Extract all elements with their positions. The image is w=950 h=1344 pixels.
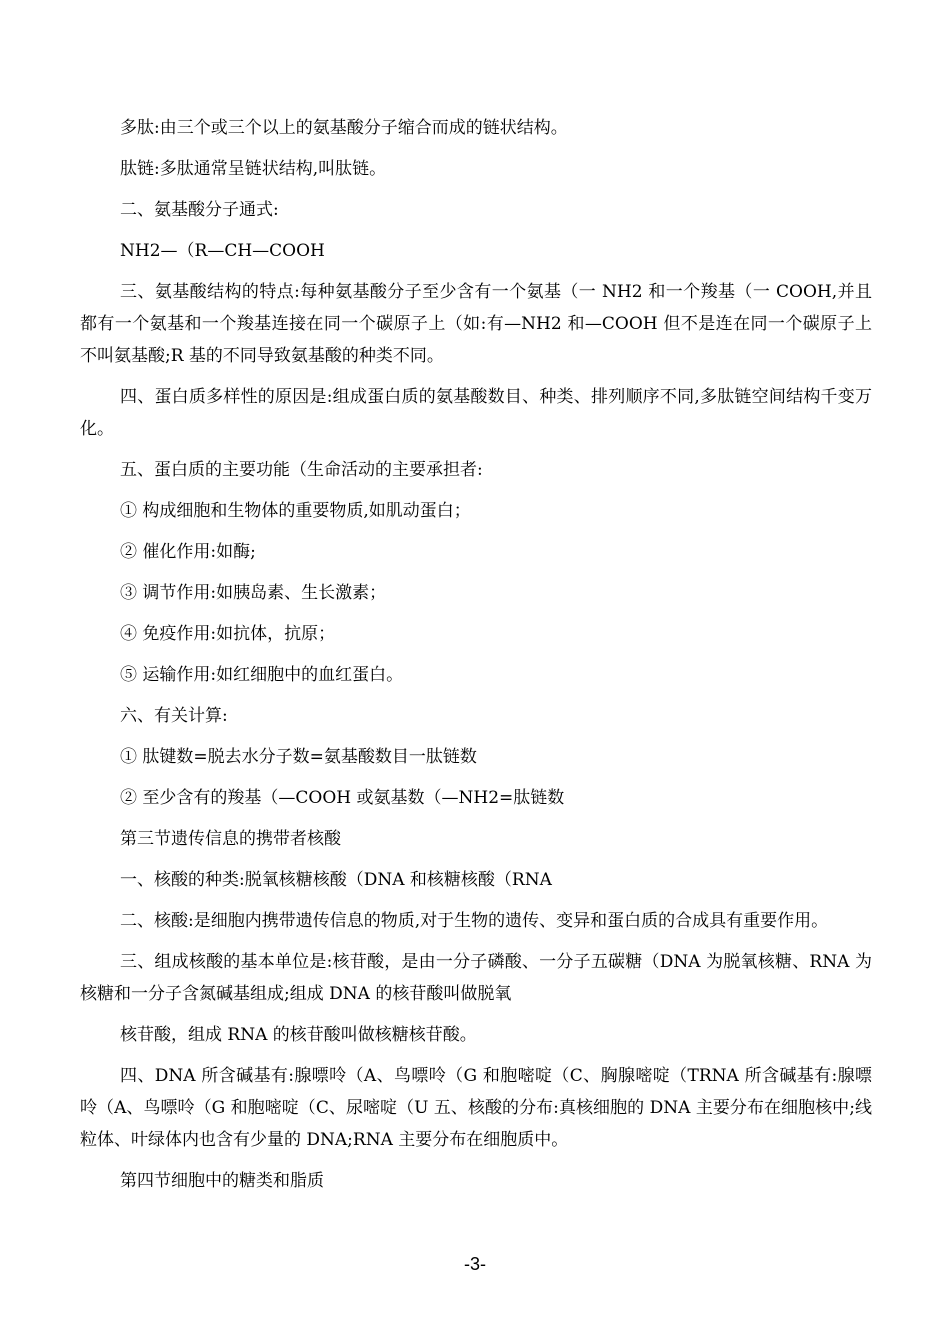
paragraph-nucleotide-unit: 三、组成核酸的基本单位是:核苷酸，是由一分子磷酸、一分子五碳糖（DNA 为脱氧核糖、RNA 为核糖和一分子含氮碱基组成;组成 DNA 的核苷酸叫做脱氧 [80, 952, 872, 1004]
document-body [80, 112, 872, 1206]
list-item-function-1: ① 构成细胞和生物体的重要物质,如肌动蛋白； [120, 501, 471, 521]
list-item-function-3: ③ 调节作用:如胰岛素、生长激素； [120, 583, 387, 603]
section-heading-sugars-lipids: 第四节细胞中的糖类和脂质 [120, 1171, 324, 1191]
heading-protein-functions: 五、蛋白质的主要功能（生命活动的主要承担者: [120, 460, 483, 480]
formula-line: NH2—（R—CH—COOH [120, 241, 325, 261]
page-number: -3- [464, 1254, 486, 1274]
section-heading-nucleic-acid: 第三节遗传信息的携带者核酸 [120, 829, 341, 849]
list-item-function-2: ② 催化作用:如酶; [120, 542, 256, 562]
heading-calculations: 六、有关计算: [120, 706, 228, 726]
list-item-function-5: ⑤ 运输作用:如红细胞中的血红蛋白。 [120, 665, 404, 685]
list-item-calculation-1: ① 肽键数=脱去水分子数=氨基酸数目一肽链数 [120, 747, 477, 767]
paragraph-polypeptide: 多肽:由三个或三个以上的氨基酸分子缩合而成的链状结构。 [120, 118, 568, 138]
paragraph-amino-acid-structure: 三、氨基酸结构的特点:每种氨基酸分子至少含有一个氨基（一 NH2 和一个羧基（一 COOH,并且都有一个氨基和一个羧基连接在同一个碳原子上（如:有—NH2 和—COOH 但不是连在同一个碳原子上不叫氨基酸;R 基的不同导致氨基酸的种类不同。 [80, 282, 872, 366]
paragraph-nucleic-acid-role: 二、核酸:是细胞内携带遗传信息的物质,对于生物的遗传、变异和蛋白质的合成具有重要作用。 [120, 911, 829, 931]
paragraph-nucleic-acid-types: 一、核酸的种类:脱氧核糖核酸（DNA 和核糖核酸（RNA [120, 870, 552, 890]
list-item-calculation-2: ② 至少含有的羧基（—COOH 或氨基数（—NH2=肽链数 [120, 788, 565, 808]
paragraph-bases-distribution: 四、DNA 所含碱基有:腺嘌呤（A、鸟嘌呤（G 和胞嘧啶（C、胸腺嘧啶（TRNA 所含碱基有:腺嘌呤（A、鸟嘌呤（G 和胞嘧啶（C、尿嘧啶（U 五、核酸的分布:真核细胞的 DNA 主要分布在细胞核中;线粒体、叶绿体内也含有少量的 DNA;RNA 主要分布在细胞质中。 [80, 1066, 872, 1150]
paragraph-nucleotide-continuation: 核苷酸，组成 RNA 的核苷酸叫做核糖核苷酸。 [120, 1025, 477, 1045]
paragraph-protein-diversity: 四、蛋白质多样性的原因是:组成蛋白质的氨基酸数目、种类、排列顺序不同,多肽链空间结构千变万化。 [80, 387, 872, 439]
heading-amino-acid-formula: 二、氨基酸分子通式: [120, 200, 279, 220]
list-item-function-4: ④ 免疫作用:如抗体，抗原； [120, 624, 336, 644]
paragraph-peptide-chain: 肽链:多肽通常呈链状结构,叫肽链。 [120, 159, 387, 179]
